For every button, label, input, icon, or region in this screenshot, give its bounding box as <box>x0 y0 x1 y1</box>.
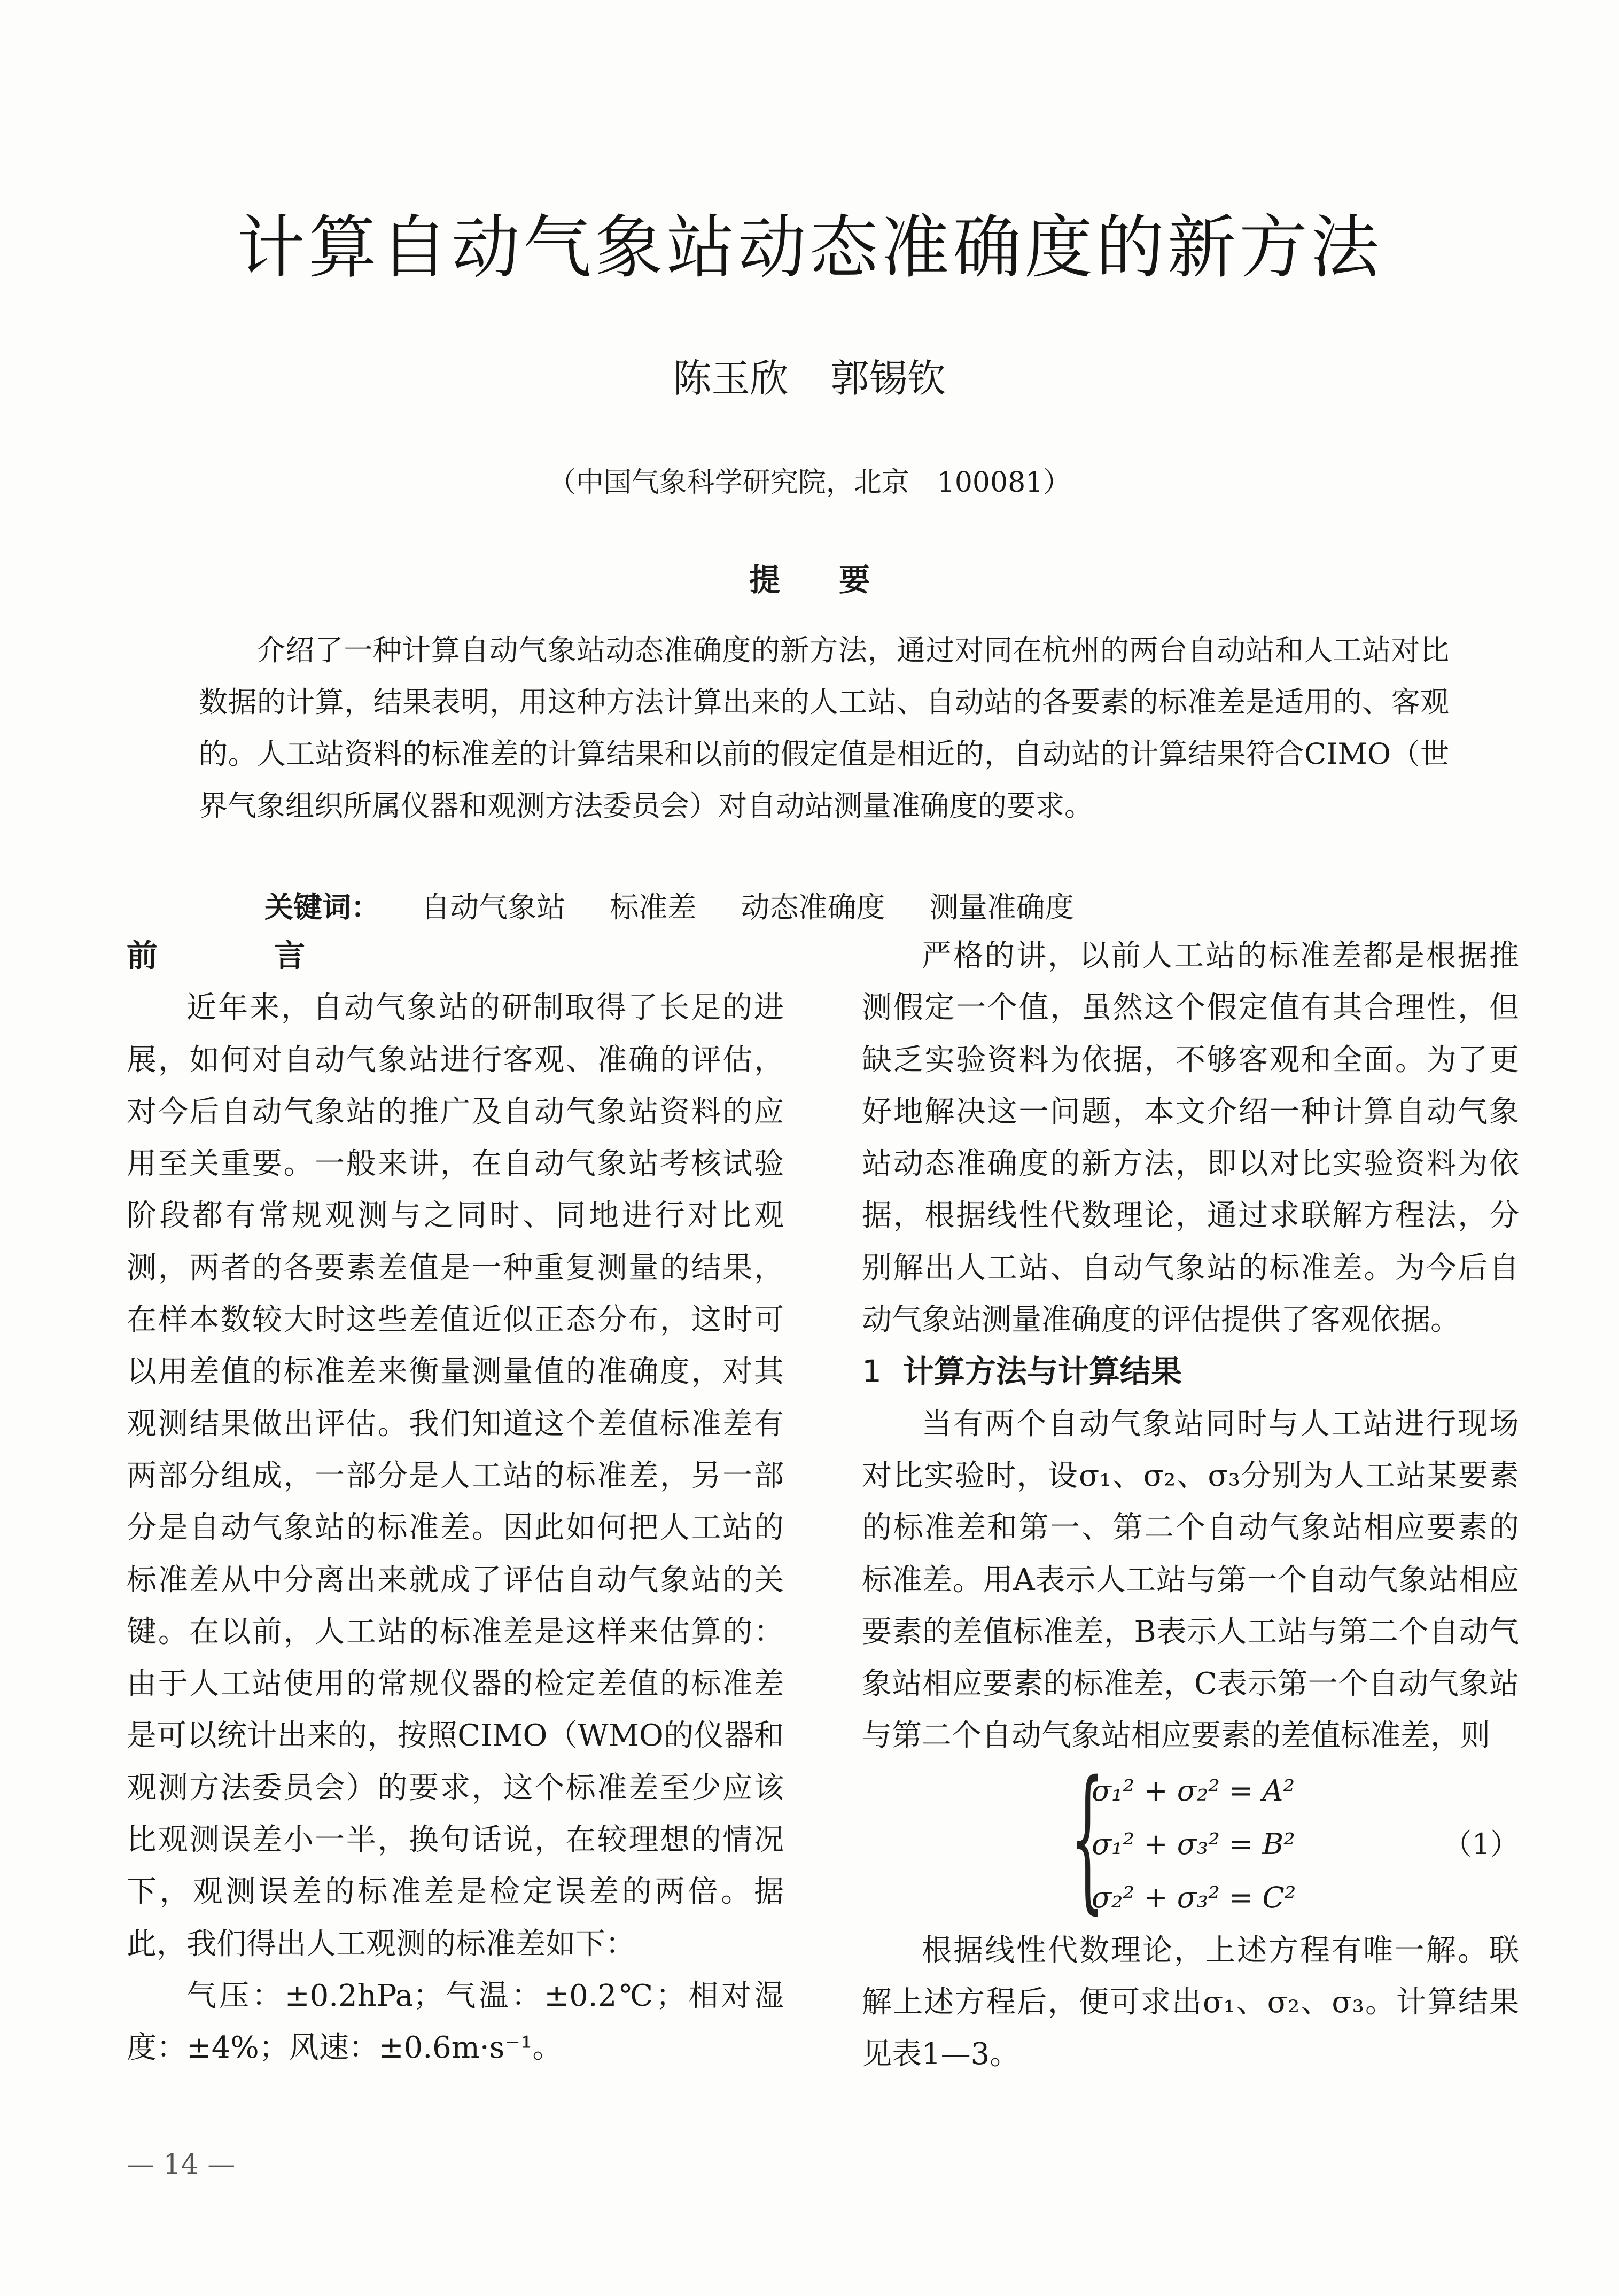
keywords-label: 关键词： <box>264 890 380 924</box>
section-heading-preface: 前 言 <box>127 937 348 974</box>
equation: σ₂² + σ₃² = C² <box>1092 1880 1296 1914</box>
affiliation: （中国气象科学研究院，北京 100081） <box>548 467 1071 499</box>
body-paragraph: 当有两个自动气象站同时与人工站进行现场对比实验时，设σ₁、σ₂、σ₃分别为人工站某要素的标准差和第一、第二个自动气象站相应要素的标准差。用A表示人工站与第一个自动气象站相应要素的差值标准差，B表示人工站与第二个自动气象站相应要素的标准差，C表示第一个自动气象站与第二个自动气象站相应要素的差值标准差，则 <box>862 1406 1519 1754</box>
abstract-heading: 提要 <box>749 562 929 598</box>
keyword: 动态准确度 <box>741 890 885 924</box>
section-number: 1 <box>862 1353 882 1390</box>
right-column <box>862 930 1519 2081</box>
left-brace-icon: { <box>1070 1748 1105 1928</box>
body-paragraph: 严格的讲，以前人工站的标准差都是根据推测假定一个值，虽然这个假定值有其合理性，但缺乏实验资料为依据，不够客观和全面。为了更好地解决这一问题，本文介绍一种计算自动气象站动态准确度的新方法，即以对比实验资料为依据，根据线性代数理论，通过求联解方程法，分别解出人工站、自动气象站的标准差。为今后自动气象站测量准确度的评估提供了客观依据。 <box>862 938 1519 1338</box>
keywords-line <box>264 885 1109 926</box>
equation: σ₁² + σ₃² = B² <box>1092 1827 1295 1861</box>
equation-lines <box>1092 1764 1296 1925</box>
body-paragraph: 根据线性代数理论，上述方程有唯一解。联解上述方程后，便可求出σ₁、σ₂、σ₃。计算结果见表1—3。 <box>862 1933 1519 2072</box>
keyword: 标准差 <box>610 890 697 924</box>
body-paragraph: 气压：±0.2hPa；气温：±0.2℃；相对湿度：±4%；风速：±0.6m·s⁻¹。 <box>127 1978 784 2066</box>
section-title: 计算方法与计算结果 <box>902 1353 1182 1390</box>
equation: σ₁² + σ₂² = A² <box>1092 1773 1295 1808</box>
keyword: 自动气象站 <box>421 890 566 924</box>
abstract-text: 介绍了一种计算自动气象站动态准确度的新方法，通过对同在杭州的两台自动站和人工站对比数据的计算，结果表明，用这种方法计算出来的人工站、自动站的各要素的标准差是适用的、客观的。人工站资料的标准差的计算结果和以前的假定值是相近的，自动站的计算结果符合CIMO（世界气象组织所属仪器和观测方法委员会）对自动站测量准确度的要求。 <box>199 633 1449 823</box>
page-number: — 14 — <box>127 2148 236 2181</box>
equation-number: （1） <box>1443 1827 1519 1861</box>
paper-title: 计算自动气象站动态准确度的新方法 <box>236 208 1382 288</box>
authors: 陈玉欣 郭锡钦 <box>673 356 946 401</box>
left-column <box>127 930 784 2074</box>
section-heading-1 <box>862 1346 1519 1398</box>
equation-system <box>862 1748 1519 1928</box>
body-paragraph: 近年来，自动气象站的研制取得了长足的进展，如何对自动气象站进行客观、准确的评估，对今后自动气象站的推广及自动气象站资料的应用至关重要。一般来讲，在自动气象站考核试验阶段都有常规观测与之同时、同地进行对比观测，两者的各要素差值是一种重复测量的结果，在样本数较大时这些差值近似正态分布，这时可以用差值的标准差来衡量测量值的准确度，对其观测结果做出评估。我们知道这个差值标准差有两部分组成，一部分是人工站的标准差，另一部分是自动气象站的标准差。因此如何把人工站的标准差从中分离出来就成了评估自动气象站的关键。在以前，人工站的标准差是这样来估算的：由于人工站使用的常规仪器的检定差值的标准差是可以统计出来的，按照CIMO（WMO的仪器和观测方法委员会）的要求，这个标准差至少应该比观测误差小一半，换句话说，在较理想的情况下，观测误差的标准差是检定误差的两倍。据此，我们得出人工观测的标准差如下： <box>127 990 784 1961</box>
keyword: 测量准确度 <box>929 890 1074 924</box>
